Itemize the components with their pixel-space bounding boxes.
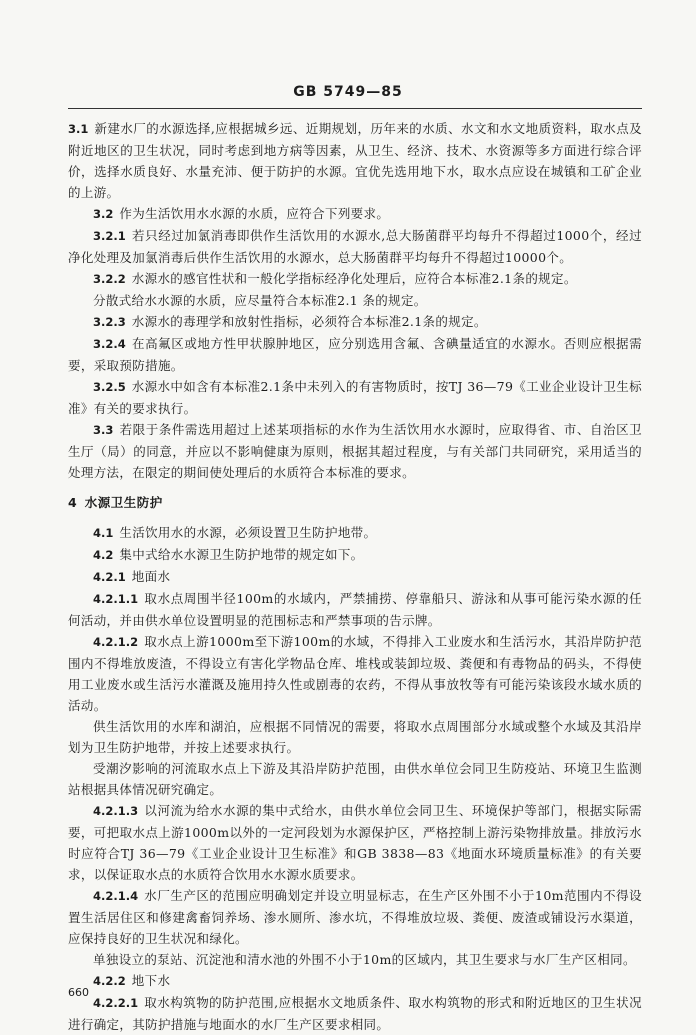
section-gap [68, 483, 642, 492]
clause-text: 供生活饮用的水库和湖泊，应根据不同情况的需要，将取水点周围部分水域或整个水域及其沿岸划为卫生防护地带，并按上述要求执行。 [68, 719, 642, 755]
page-content [68, 118, 642, 1035]
clause-number: 3.3 [93, 423, 114, 437]
paragraph [68, 588, 642, 631]
clause-number: 3.2.4 [93, 337, 126, 351]
clause-text: 水厂生产区的范围应明确划定并设立明显标志，在生产区外围不小于10m范围内不得设置生活居住区和修建禽畜饲养场、渗水厕所、渗水坑，不得堆放垃圾、粪便、废渣或铺设污水渠道，应保持良好的卫生状况和绿化。 [68, 888, 642, 946]
clause-text: 单独设立的泵站、沉淀池和清水池的外围不小于10m的区域内，其卫生要求与水厂生产区相同。 [93, 952, 636, 967]
clause-number: 4.2.1.4 [93, 889, 139, 903]
paragraph [68, 203, 642, 225]
clause-text: 水源水中如含有本标准2.1条中未列入的有害物质时，按TJ 36—79《工业企业设计卫生标准》有关的要求执行。 [68, 379, 642, 416]
clause-text: 以河流为给水水源的集中式给水，由供水单位会同卫生、环境保护等部门，根据实际需要，可把取水点上游1000m以外的一定河段划为水源保护区，严格控制上游污染物排放量。排放污水时应符合TJ 36—79《工业企业设计卫生标准》和GB 3838—83《地面水环境质量标准》的有关要求，以保证取水点的水质符合饮用水水源水质要求。 [68, 803, 642, 882]
clause-number: 3.1 [68, 122, 89, 136]
paragraph [68, 885, 642, 949]
paragraph [68, 949, 642, 970]
paragraph [68, 544, 642, 566]
clause-text: 受潮汐影响的河流取水点上下游及其沿岸防护范围，由供水单位会同卫生防疫站、环境卫生监测站根据具体情况研究确定。 [68, 761, 642, 797]
clause-text: 新建水厂的水源选择,应根据城乡远、近期规划，历年来的水质、水文和水文地质资料，取水点及附近地区的卫生状况，同时考虑到地方病等因素，从卫生、经济、技术、水资源等多方面进行综合评价，选择水质良好、水量充沛、便于防护的水源。宜优先选用地下水，取水点应设在城镇和工矿企业的上游。 [68, 121, 642, 200]
section-heading [68, 492, 642, 513]
clause-text: 若限于条件需选用超过上述某项指标的水作为生活饮用水水源时，应取得省、市、自治区卫生厅（局）的同意，并应以不影响健康为原则，根据其超过程度，与有关部门共同研究，采用适当的处理方法，在限定的期间使处理后的水质符合本标准的要求。 [68, 422, 642, 480]
clause-text: 集中式给水水源卫生防护地带的规定如下。 [119, 547, 364, 562]
paragraph [68, 970, 642, 992]
clause-number: 3.2.2 [93, 272, 126, 286]
clause-number: 4.2 [93, 548, 114, 562]
paragraph [68, 800, 642, 885]
clause-text: 在高氟区或地方性甲状腺肿地区，应分别选用含氟、含碘量适宜的水源水。否则应根据需要，采取预防措施。 [68, 336, 642, 373]
clause-text: 作为生活饮用水水源的水质，应符合下列要求。 [119, 206, 390, 221]
clause-text: 若只经过加氯消毒即供作生活饮用的水源水,总大肠菌群平均每升不得超过1000个，经过净化处理及加氯消毒后供作生活饮用的水源水，总大肠菌群平均每升不得超过10000个。 [68, 228, 642, 265]
clause-text: 分散式给水水源的水质，应尽量符合本标准2.1 条的规定。 [93, 293, 427, 308]
paragraph [68, 631, 642, 716]
paragraph [68, 268, 642, 290]
clause-number: 4.2.1.2 [93, 635, 139, 649]
paragraph [68, 566, 642, 588]
clause-text: 地下水 [131, 973, 171, 988]
clause-number: 4.2.1.1 [93, 592, 139, 606]
page-number: 660 [68, 986, 89, 999]
paragraph [68, 311, 642, 333]
paragraph [68, 225, 642, 268]
paragraph [68, 419, 642, 483]
paragraph [68, 758, 642, 800]
paragraph [68, 118, 642, 203]
paragraph [68, 333, 642, 376]
header-rule [68, 108, 642, 109]
clause-number: 3.2 [93, 207, 114, 221]
clause-number: 4.2.1.3 [93, 804, 139, 818]
clause-text: 取水构筑物的防护范围,应根据水文地质条件、取水构筑物的形式和附近地区的卫生状况进行确定，其防护措施与地面水的水厂生产区要求相同。 [68, 995, 642, 1032]
clause-number: 3.2.1 [93, 229, 126, 243]
clause-text: 地面水 [131, 569, 171, 584]
clause-text: 取水点上游1000m至下游100m的水域，不得排入工业废水和生活污水，其沿岸防护范围内不得堆放废渣，不得设立有害化学物品仓库、堆栈或装卸垃圾、粪便和有毒物品的码头，不得使用工业废水或生活污水灌溉及施用持久性或剧毒的农药，不得从事放牧等有可能污染该段水域水质的活动。 [68, 634, 642, 713]
clause-number: 3.2.5 [93, 380, 126, 394]
paragraph [68, 522, 642, 544]
clause-number: 4.2.2 [93, 974, 126, 988]
clause-number: 4.2.1 [93, 570, 126, 584]
section-title: 水源卫生防护 [84, 495, 163, 510]
paragraph [68, 716, 642, 758]
section-gap [68, 513, 642, 522]
clause-text: 取水点周围半径100m的水域内，严禁捕捞、停靠船只、游泳和从事可能污染水源的任何活动，并由供水单位设置明显的范围标志和严禁事项的告示牌。 [68, 591, 642, 628]
clause-text: 水源水的感官性状和一般化学指标经净化处理后，应符合本标准2.1条的规定。 [131, 271, 577, 286]
clause-number: 3.2.3 [93, 315, 126, 329]
clause-text: 水源水的毒理学和放射性指标，必须符合本标准2.1条的规定。 [131, 314, 487, 329]
clause-text: 生活饮用水的水源，必须设置卫生防护地带。 [119, 525, 377, 540]
page-header: GB 5749—85 [293, 84, 403, 100]
paragraph [68, 376, 642, 419]
clause-number: 4.1 [93, 526, 114, 540]
section-number: 4 [68, 495, 77, 510]
paragraph [68, 290, 642, 311]
paragraph [68, 992, 642, 1035]
clause-number: 4.2.2.1 [93, 996, 139, 1010]
